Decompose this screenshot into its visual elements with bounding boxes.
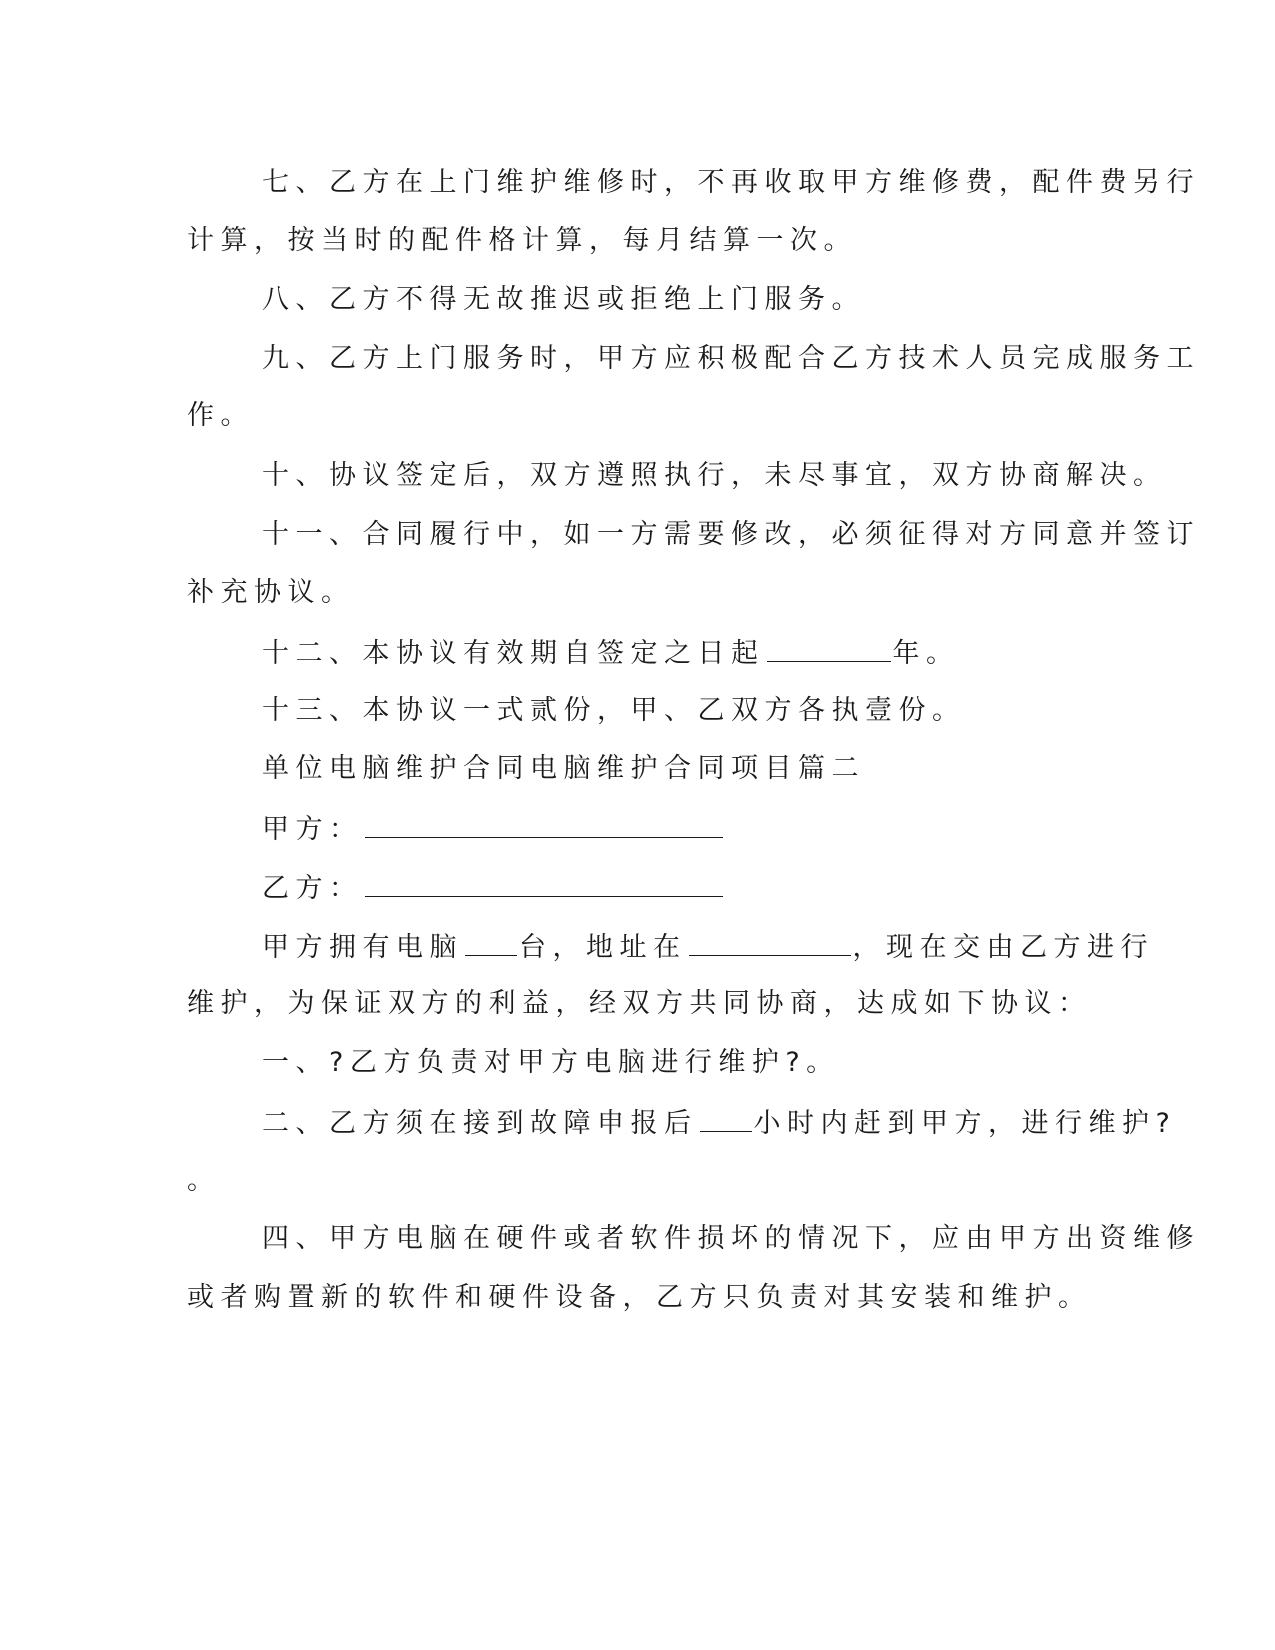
intro-line-1 [262,929,1154,965]
clause-12-text: 十二、本协议有效期自签定之日起 [262,638,765,669]
clause-11-line-2: 补充协议。 [187,577,355,608]
clause-4-line-1: 四、甲方电脑在硬件或者软件损坏的情况下，应由甲方出资维修 [262,1223,1200,1254]
clause-2-line-1 [262,1105,1176,1141]
clause-12 [262,635,960,671]
clause-2-text-b: 小时内赶到甲方，进行维护? [753,1108,1177,1139]
party-b-blank[interactable] [365,870,723,897]
party-a-row [262,811,725,847]
section-title: 单位电脑维护合同电脑维护合同项目篇二 [262,753,865,784]
clause-4-line-2: 或者购置新的软件和硬件设备，乙方只负责对其安装和维护。 [187,1282,1092,1313]
clause-2-text-a: 二、乙方须在接到故障申报后 [262,1108,698,1139]
address-blank[interactable] [689,929,851,956]
intro-line-2: 维护，为保证双方的利益，经双方共同协商，达成如下协议： [187,988,1092,1019]
clause-2-line-2: 。 [187,1165,221,1196]
intro-text-b: 台，地址在 [519,932,687,963]
clause-12-suffix: 年。 [892,638,960,669]
clause-7-line-2: 计算，按当时的配件格计算，每月结算一次。 [187,225,857,256]
clause-7-line-1: 七、乙方在上门维护维修时，不再收取甲方维修费，配件费另行 [262,167,1200,198]
clause-9-line-2: 作。 [187,400,254,431]
clause-8: 八、乙方不得无故推迟或拒绝上门服务。 [262,284,865,315]
party-a-label: 甲方： [262,814,363,845]
party-a-blank[interactable] [365,811,723,838]
term-years-blank[interactable] [767,635,891,662]
response-hours-blank[interactable] [700,1105,752,1132]
clause-10: 十、协议签定后，双方遵照执行，未尽事宜，双方协商解决。 [262,460,1167,491]
intro-text-a: 甲方拥有电脑 [262,932,463,963]
clause-13: 十三、本协议一式贰份，甲、乙双方各执壹份。 [262,695,966,726]
clause-11-line-1: 十一、合同履行中，如一方需要修改，必须征得对方同意并签订 [262,519,1200,550]
clause-1: 一、?乙方负责对甲方电脑进行维护?。 [262,1047,840,1078]
clause-9-line-1: 九、乙方上门服务时，甲方应积极配合乙方技术人员完成服务工 [262,343,1200,374]
party-b-label: 乙方： [262,873,363,904]
computer-count-blank[interactable] [465,929,517,956]
intro-text-c: ，现在交由乙方进行 [852,932,1154,963]
party-b-row [262,870,725,906]
